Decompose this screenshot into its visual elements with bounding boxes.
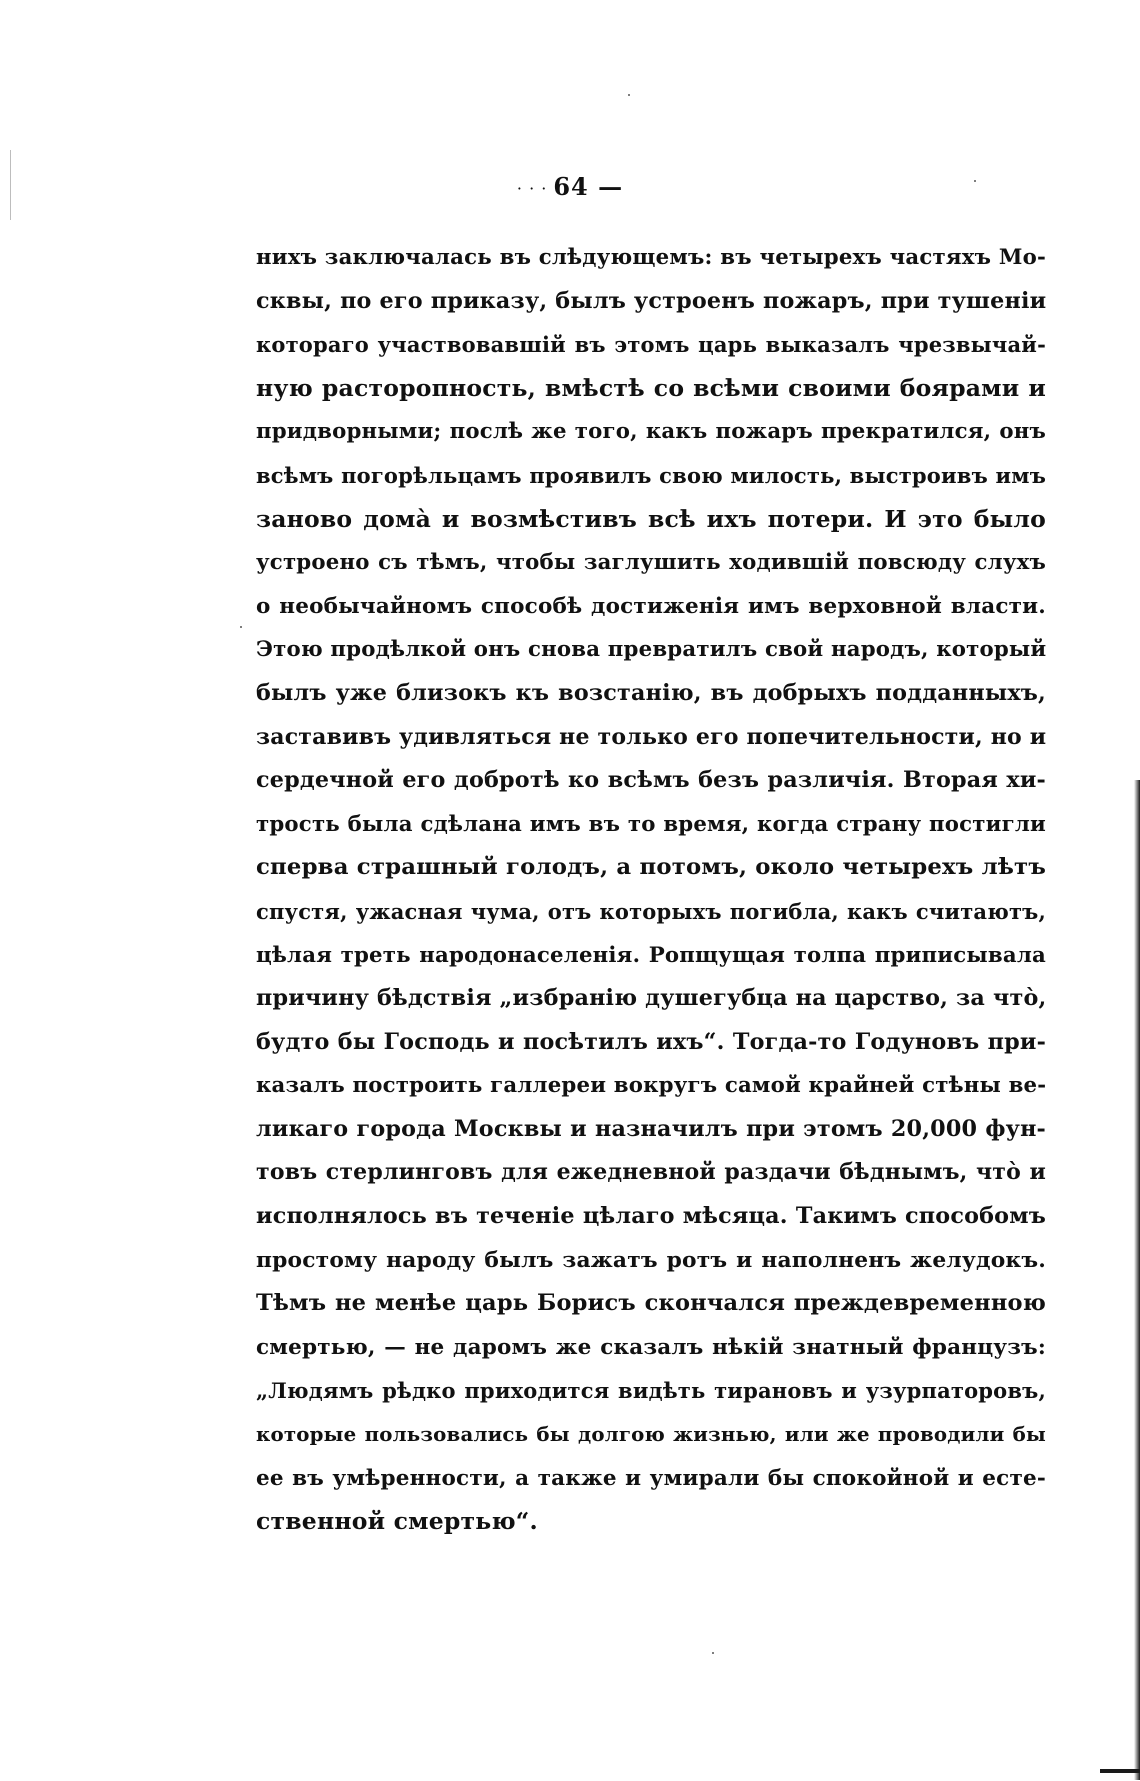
text-line: сердечной его добротѣ ко всѣмъ безъ различія. Вторая хи-	[256, 767, 1046, 794]
text-line: будто бы Господь и посѣтилъ ихъ“. Тогда-то Годуновъ при-	[256, 1028, 1046, 1055]
text-line: заставивъ удивляться не только его попечительности, но и	[256, 723, 1047, 750]
text-line: ную расторопность, вмѣстѣ со всѣми своими боярами и	[256, 373, 1046, 402]
text-line: заново домà и возмѣстивъ всѣ ихъ потери. И это было	[256, 504, 1046, 533]
text-line: Тѣмъ не менѣе царь Борисъ скончался преждевременною	[256, 1290, 1046, 1317]
text-line: которые пользовались бы долгою жизнью, или же проводили бы	[256, 1422, 1046, 1447]
text-line: причину бѣдствія „избранію душегубца на царство, за чтò,	[256, 985, 1047, 1012]
text-line: о необычайномъ способѣ достиженія имъ верховной власти.	[256, 593, 1046, 619]
page-number-header	[0, 172, 1140, 201]
text-line: сперва страшный голодъ, а потомъ, около четырехъ лѣтъ	[256, 854, 1046, 881]
text-line: устроено съ тѣмъ, чтобы заглушить ходившій повсюду слухъ	[256, 550, 1046, 576]
text-line: трость была сдѣлана имъ въ то время, когда страну постигли	[256, 811, 1046, 837]
page-number: 64 —	[553, 172, 624, 201]
body-text	[256, 236, 1046, 1544]
text-line: котораго участвовавшій въ этомъ царь выказалъ чрезвычай-	[256, 332, 1046, 358]
text-line: нихъ заключалась въ слѣдующемъ: въ четырехъ частяхъ Мо-	[256, 245, 1046, 270]
text-line: казалъ построить галлереи вокругъ самой крайней стѣны ве-	[256, 1073, 1047, 1099]
text-line: „Людямъ рѣдко приходится видѣть тирановъ и узурпаторовъ,	[256, 1378, 1046, 1404]
leading-dots: · · ·	[516, 179, 548, 198]
text-line: всѣмъ погорѣльцамъ проявилъ свою милость, выстроивъ имъ	[256, 462, 1046, 488]
text-line: исполнялось въ теченіе цѣлаго мѣсяца. Такимъ способомъ	[256, 1203, 1046, 1230]
text-line: Этою продѣлкой онъ снова превратилъ свой народъ, который	[256, 637, 1047, 663]
text-line: сквы, по его приказу, былъ устроенъ пожаръ, при тушеніи	[256, 287, 1047, 314]
text-line: ственной смертью“.	[256, 1507, 538, 1536]
scan-speck	[240, 626, 242, 628]
text-line: цѣлая треть народонаселенія. Ропщущая толпа приписывала	[256, 942, 1046, 968]
text-line: ее въ умѣренности, а также и умирали бы спокойной и есте-	[256, 1465, 1046, 1491]
text-line: простому народу былъ зажатъ ротъ и наполненъ желудокъ.	[256, 1247, 1046, 1273]
scan-speck	[628, 94, 630, 96]
text-line: былъ уже близокъ къ возстанію, въ добрыхъ подданныхъ,	[256, 679, 1046, 706]
text-line: придворными; послѣ же того, какъ пожаръ прекратился, онъ	[256, 419, 1046, 445]
text-line: смертью, — не даромъ же сказалъ нѣкій знатный французъ:	[256, 1334, 1046, 1360]
scan-speck	[712, 1652, 714, 1654]
text-line: спустя, ужасная чума, отъ которыхъ погибла, какъ считаютъ,	[256, 898, 1046, 924]
text-line: товъ стерлинговъ для ежедневной раздачи бѣднымъ, чтò и	[256, 1159, 1046, 1186]
scan-edge-bottom	[1100, 1769, 1140, 1773]
scan-edge-right	[1134, 780, 1140, 1780]
text-line: ликаго города Москвы и назначилъ при этомъ 20,000 фун-	[256, 1115, 1046, 1142]
